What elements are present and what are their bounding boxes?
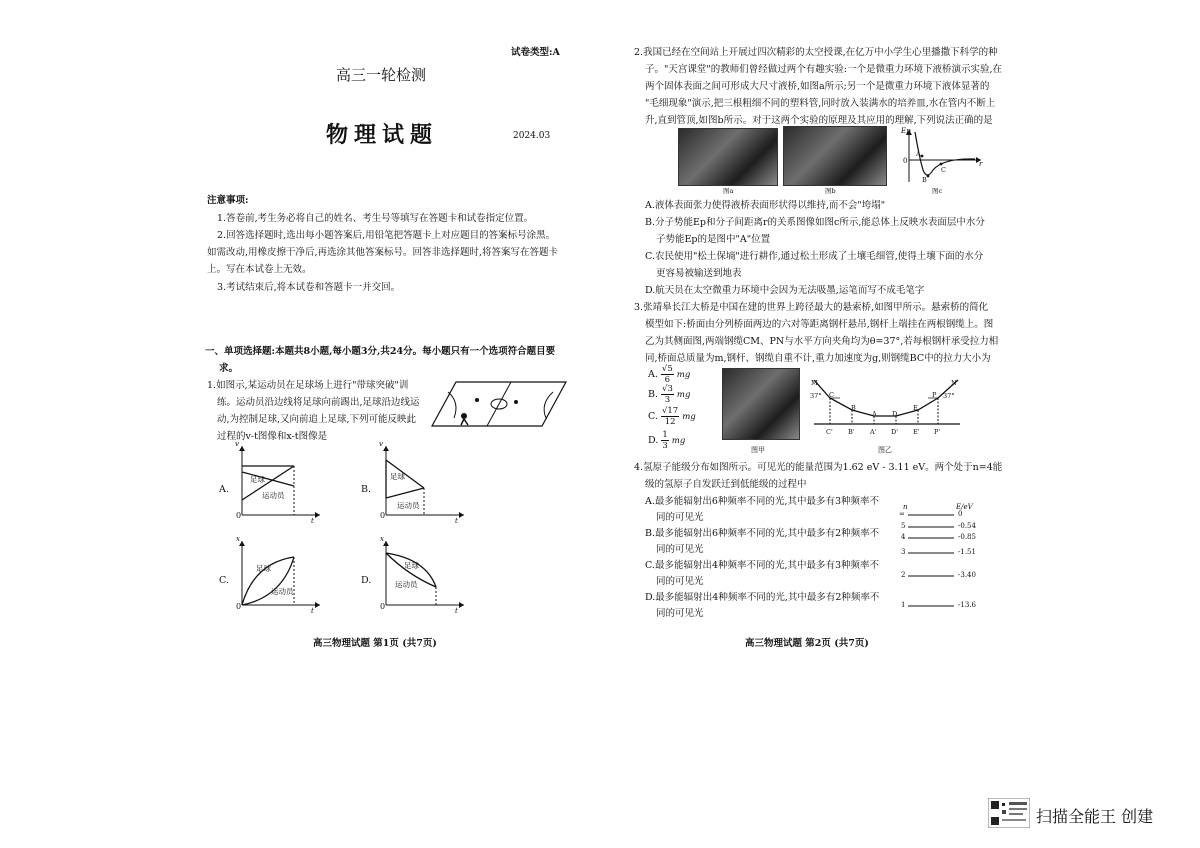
q1-line-1: 1.如图示,某运动员在足球场上进行"带球突破"训 bbox=[207, 380, 409, 391]
paper-type: 试卷类型:A bbox=[511, 47, 560, 58]
graph-a-origin: 0 bbox=[236, 511, 242, 520]
graph-b-label-player: 运动员 bbox=[397, 501, 420, 510]
q3-option-b-num: √3 bbox=[662, 384, 673, 394]
q3-option-a bbox=[648, 364, 690, 385]
q2-option-b: B.分子势能Ep和分子间距离r的关系图像如图c所示,能总体上反映水表面层中水分 bbox=[645, 217, 985, 228]
fig-a-caption: 图a bbox=[723, 187, 734, 195]
q2-line-3: 两个固体表面之间可形成大尺寸液桥,如图a所示;另一个是微重力环境下液体显著的 bbox=[645, 81, 990, 92]
soccer-field-figure bbox=[428, 378, 568, 430]
q4-line-1: 4.氢原子能级分布如图所示。可见光的能量范围为1.62 eV - 3.11 eV。两个处于n=4能 bbox=[634, 462, 1003, 473]
q4-option-d-cont: 同的可见光 bbox=[656, 608, 704, 619]
graph-a-label-player: 运动员 bbox=[262, 491, 285, 500]
q3-option-c-unit: mg bbox=[682, 412, 696, 422]
fig-jia-caption: 图甲 bbox=[751, 446, 765, 454]
q3-option-a-unit: mg bbox=[676, 370, 691, 380]
exam-date: 2024.03 bbox=[513, 131, 551, 141]
q3-option-a-den: 6 bbox=[664, 375, 671, 385]
section-heading: 一、单项选择题:本题共8小题,每小题3分,共24分。每小题只有一个选项符合题目要 bbox=[205, 346, 556, 357]
fig-c-point-a: A bbox=[916, 150, 921, 158]
exam-name: 高三一轮检测 bbox=[336, 66, 427, 84]
q4-option-d: D.最多能辐射出4种频率不同的光,其中最多有2种频率不 bbox=[645, 592, 880, 603]
bridge-label-a: A bbox=[872, 410, 877, 418]
bridge-label-b: B bbox=[851, 404, 856, 412]
fig-b-caption: 图b bbox=[825, 187, 836, 195]
bridge-label-c: C bbox=[829, 391, 834, 399]
q2-line-2: 子。"天宫课堂"的教师们曾经做过两个有趣实验:一个是微重力环境下液桥演示实验,在 bbox=[645, 64, 1002, 75]
levels-e-header: E/eV bbox=[956, 503, 973, 511]
q3-option-c-letter: C. bbox=[648, 411, 658, 422]
bridge-label-b-prime: B' bbox=[848, 428, 855, 436]
section-heading-cont: 求。 bbox=[219, 363, 239, 374]
q2-line-5: 升,直到管顶,如图b所示。对于这两个实验的原理及其应用的理解,下列说法正确的是 bbox=[645, 115, 993, 126]
q3-option-b-unit: mg bbox=[676, 390, 691, 400]
scanner-watermark: 扫描全能王 创建 bbox=[1036, 807, 1154, 826]
graph-d-xaxis: t bbox=[455, 607, 458, 615]
graph-b-xaxis: t bbox=[455, 517, 458, 525]
graph-d bbox=[376, 535, 466, 615]
fig-c-caption: 图c bbox=[932, 187, 943, 195]
fig-yi-caption: 图乙 bbox=[878, 446, 892, 454]
bridge-angle-left: 37° bbox=[810, 392, 822, 400]
bridge-label-n: N bbox=[951, 379, 957, 387]
level-e-inf: 0 bbox=[958, 510, 963, 518]
notice-item-1: 1.答卷前,考生务必将自己的姓名、考生号等填写在答题卡和试卷指定位置。 bbox=[217, 213, 534, 224]
notice-item-3: 3.考试结束后,将本试卷和答题卡一并交回。 bbox=[217, 282, 401, 293]
liquid-bridge-photo bbox=[678, 128, 778, 186]
bridge-label-e-prime: E' bbox=[913, 428, 920, 436]
q2-option-a: A.液体表面张力使得液桥表面形状得以维持,而不会"垮塌" bbox=[645, 200, 886, 211]
bridge-label-c-prime: C' bbox=[826, 428, 833, 436]
q3-option-d-den: 3 bbox=[662, 441, 668, 451]
q4-option-c: C.最多能辐射出4种频率不同的光,其中最多有3种频率不 bbox=[645, 560, 880, 571]
graph-c-yaxis: x bbox=[236, 535, 240, 543]
graph-d-label-player: 运动员 bbox=[395, 580, 418, 589]
level-n-2: 2 bbox=[901, 571, 906, 579]
notice-title: 注意事项: bbox=[207, 195, 249, 206]
fig-c-r-label: r bbox=[979, 160, 983, 168]
bridge-angle-right: 37° bbox=[943, 392, 955, 400]
graph-c-letter: C. bbox=[219, 575, 229, 586]
graph-c-label-player: 运动员 bbox=[271, 587, 294, 596]
q3-option-c bbox=[648, 406, 696, 427]
graph-b-origin: 0 bbox=[380, 511, 386, 520]
q3-option-c-num: √17 bbox=[661, 406, 679, 416]
q3-option-a-frac bbox=[661, 364, 674, 385]
graph-b bbox=[376, 440, 466, 525]
levels-n-header: n bbox=[903, 503, 908, 511]
bridge-label-e: E bbox=[913, 404, 918, 412]
graph-b-letter: B. bbox=[361, 484, 372, 495]
graph-d-letter: D. bbox=[361, 575, 372, 586]
q2-line-1: 2.我国已经在空间站上开展过四次精彩的太空授课,在亿万中小学生心里播撒下科学的种 bbox=[634, 47, 998, 58]
graph-d-origin: 0 bbox=[380, 602, 386, 611]
capillary-photo bbox=[783, 126, 887, 186]
graph-d-label-ball: 足球 bbox=[404, 561, 419, 570]
level-n-inf: ∞ bbox=[899, 510, 905, 518]
graph-c-xaxis: t bbox=[311, 607, 314, 615]
q3-option-a-num: √5 bbox=[661, 364, 673, 374]
graph-a-xaxis: t bbox=[311, 517, 314, 525]
q3-option-a-letter: A. bbox=[648, 369, 658, 380]
energy-level-lines bbox=[908, 512, 956, 612]
q4-line-2: 级的氢原子自发跃迁到低能级的过程中 bbox=[645, 479, 807, 490]
q3-option-b-frac bbox=[661, 384, 674, 405]
graph-a bbox=[232, 440, 322, 525]
fig-c-ep-label: Ep bbox=[901, 127, 911, 135]
page-1-footer: 高三物理试题 第1页 (共7页) bbox=[313, 638, 437, 649]
level-n-3: 3 bbox=[901, 548, 906, 556]
bridge-label-d-prime: D' bbox=[891, 428, 898, 436]
q3-line-2: 模型如下:桥面由分列桥面两边的六对等距离钢杆悬吊,钢杆上端挂在两根钢缆上。图 bbox=[645, 319, 994, 330]
graph-c-origin: 0 bbox=[236, 602, 242, 611]
notice-item-2-cont: 如需改动,用橡皮擦干净后,再选涂其他答案标号。回答非选择题时,将答案写在答题卡 bbox=[207, 247, 559, 258]
q3-line-3: 乙为其侧面图,两端钢缆CM、PN与水平方向夹角均为θ=37°,若每根钢杆承受拉力相 bbox=[645, 336, 999, 347]
q3-option-c-den: 12 bbox=[664, 417, 676, 427]
notice-item-2: 2.回答选择题时,选出每小题答案后,用铅笔把答题卡上对应题目的答案标号涂黑。 bbox=[217, 230, 556, 241]
level-n-1: 1 bbox=[901, 601, 906, 609]
q3-option-c-frac bbox=[661, 406, 679, 427]
level-n-5: 5 bbox=[901, 522, 906, 530]
q3-option-b bbox=[648, 384, 690, 405]
q1-line-4: 过程的v-t图像和x-t图像是 bbox=[217, 431, 328, 442]
bridge-label-m: M bbox=[811, 379, 818, 387]
level-e-4: -0.85 bbox=[958, 533, 976, 541]
q3-option-d-frac bbox=[661, 430, 668, 451]
bridge-label-d: D bbox=[892, 410, 898, 418]
bridge-photo bbox=[722, 368, 800, 440]
q3-option-b-letter: B. bbox=[648, 389, 659, 400]
level-e-5: -0.54 bbox=[958, 522, 976, 530]
level-e-1: -13.6 bbox=[958, 601, 976, 609]
q3-option-d-num: 1 bbox=[662, 430, 668, 440]
q4-option-b: B.最多能辐射出6种频率不同的光,其中最多有2种频率不 bbox=[645, 528, 880, 539]
qr-logo-icon bbox=[988, 798, 1030, 828]
bridge-label-a-prime: A' bbox=[870, 428, 877, 436]
q1-line-3: 动,为控制足球,又向前追上足球,下列可能反映此 bbox=[217, 414, 417, 425]
potential-energy-graph bbox=[895, 126, 985, 188]
bridge-label-p-prime: P' bbox=[934, 428, 941, 436]
graph-d-yaxis: x bbox=[380, 535, 384, 543]
page-title: 物理试题 bbox=[326, 122, 439, 148]
q4-option-c-cont: 同的可见光 bbox=[656, 576, 704, 587]
q3-option-d bbox=[648, 430, 685, 451]
level-n-4: 4 bbox=[901, 533, 906, 541]
notice-item-2-end: 上。写在本试卷上无效。 bbox=[207, 264, 312, 275]
q2-option-c: C.农民使用"松土保墒"进行耕作,通过松土形成了土壤毛细管,使得土壤下面的水分 bbox=[645, 251, 984, 262]
level-e-2: -3.40 bbox=[958, 571, 976, 579]
graph-a-yaxis: v bbox=[235, 440, 239, 448]
q4-option-a: A.最多能辐射出6种频率不同的光,其中最多有3种频率不 bbox=[645, 496, 879, 507]
q1-line-2: 练。运动员沿边线将足球向前踢出,足球沿边线运 bbox=[217, 397, 420, 408]
q2-line-4: "毛细现象"演示,把三根粗细不同的塑料管,同时放入装满水的培养皿,水在管内不断上 bbox=[645, 98, 996, 109]
q3-option-b-den: 3 bbox=[664, 395, 671, 405]
q3-option-d-letter: D. bbox=[648, 435, 659, 446]
q2-option-b-cont: 子势能Ep的是图中"A"位置 bbox=[656, 234, 771, 245]
q4-option-b-cont: 同的可见光 bbox=[656, 544, 704, 555]
q3-line-4: 同,桥面总质量为m,钢杆、钢缆自重不计,重力加速度为g,则钢缆BC中的拉力大小为 bbox=[645, 353, 991, 364]
q2-option-d: D.航天员在太空微重力环境中会因为无法吸墨,运笔而写不成毛笔字 bbox=[645, 285, 925, 296]
fig-c-point-c: C bbox=[941, 166, 946, 174]
level-e-3: -1.51 bbox=[958, 548, 976, 556]
q3-option-d-unit: mg bbox=[671, 436, 686, 446]
graph-b-yaxis: v bbox=[379, 440, 383, 448]
bridge-label-p: P bbox=[932, 391, 937, 399]
graph-b-label-ball: 足球 bbox=[390, 472, 405, 481]
graph-c bbox=[232, 535, 322, 615]
graph-a-label-ball: 足球 bbox=[250, 475, 265, 484]
page-2-footer: 高三物理试题 第2页 (共7页) bbox=[745, 638, 869, 649]
q3-line-1: 3.张靖皋长江大桥是中国在建的世界上跨径最大的悬索桥,如图甲所示。悬索桥的简化 bbox=[634, 302, 989, 313]
q4-option-a-cont: 同的可见光 bbox=[656, 512, 704, 523]
fig-c-point-b: B bbox=[922, 176, 927, 184]
q2-option-c-cont: 更容易被输送到地表 bbox=[656, 268, 742, 279]
fig-c-origin: 0 bbox=[903, 157, 908, 165]
graph-a-letter: A. bbox=[219, 484, 229, 495]
graph-c-label-ball: 足球 bbox=[256, 564, 271, 573]
